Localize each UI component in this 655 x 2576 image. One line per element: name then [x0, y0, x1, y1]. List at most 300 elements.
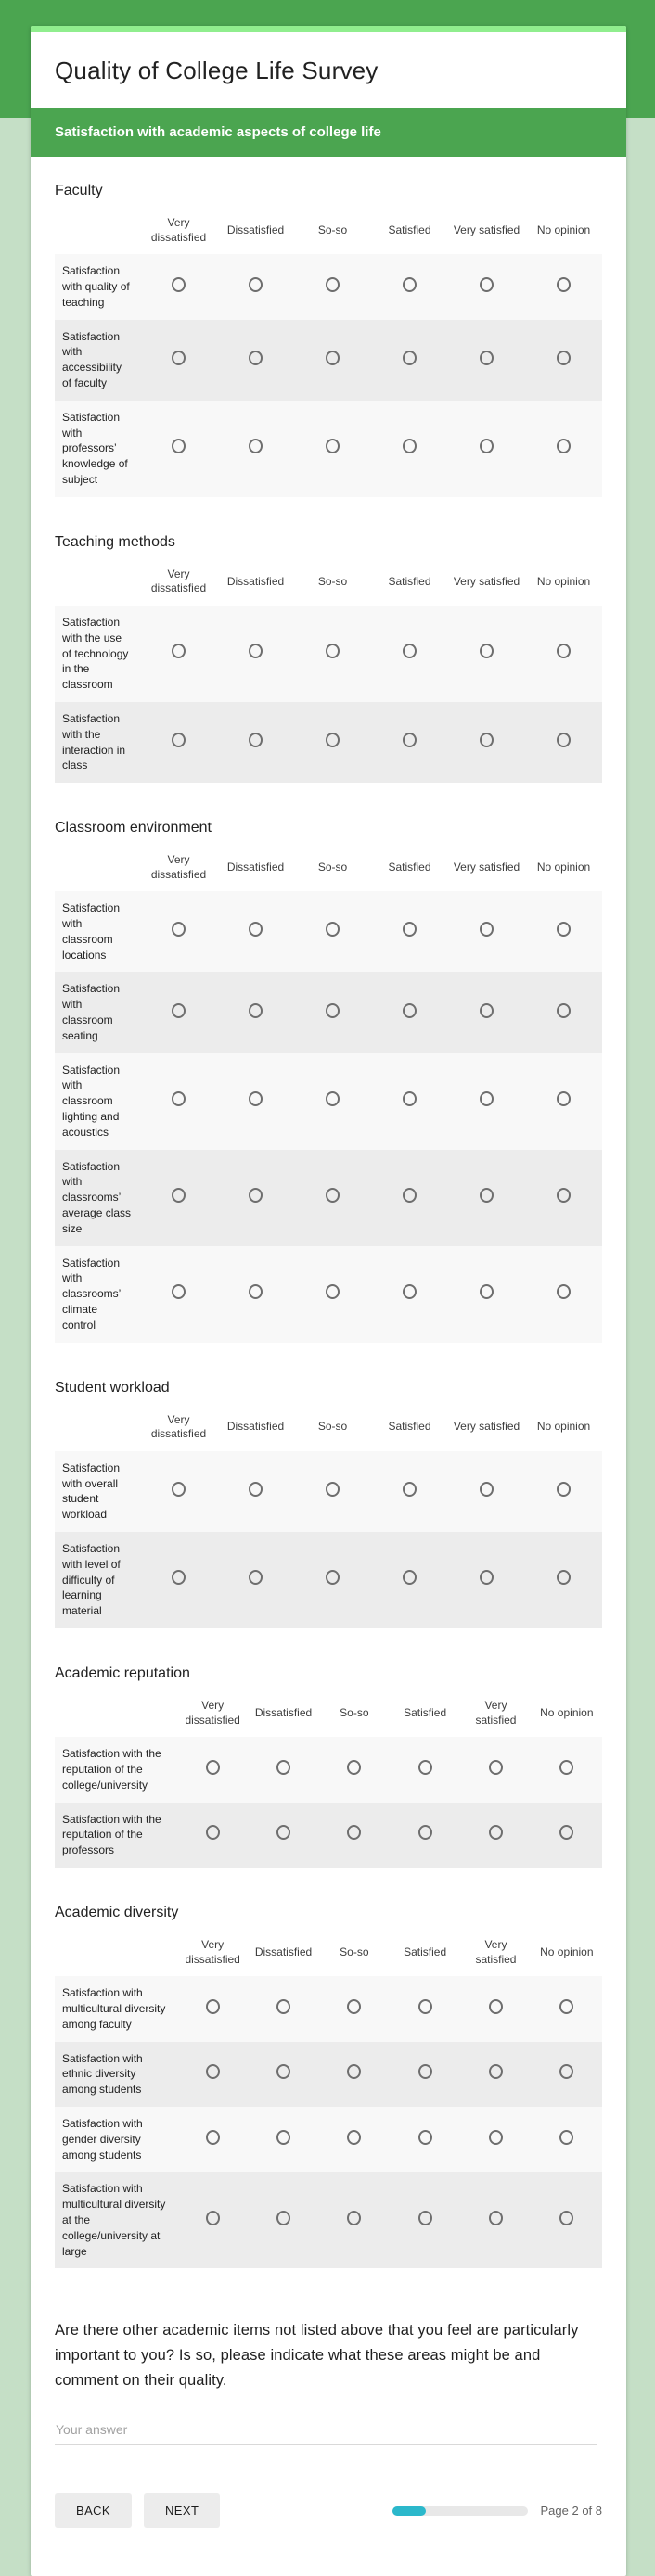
radio-no-opinion[interactable] — [559, 2211, 573, 2225]
radio-cell — [371, 1150, 448, 1246]
column-header-dissatisfied: Dissatisfied — [248, 1932, 318, 1976]
radio-very-dissatisfied[interactable] — [172, 922, 186, 937]
row-label: Satisfaction with classrooms’ average class size — [55, 1150, 140, 1246]
radio-satisfied[interactable] — [418, 2130, 432, 2145]
grid-row-satisfaction-with-ethnic-diversity-among — [55, 2042, 602, 2107]
radio-so-so[interactable] — [347, 1825, 361, 1840]
radio-cell — [371, 1246, 448, 1343]
radio-cell — [140, 320, 217, 401]
radio-satisfied[interactable] — [403, 733, 417, 747]
radio-very-satisfied[interactable] — [480, 439, 494, 453]
radio-very-satisfied[interactable] — [489, 1825, 503, 1840]
radio-so-so[interactable] — [326, 644, 340, 658]
radio-very-dissatisfied[interactable] — [206, 1760, 220, 1775]
grid-faculty — [55, 210, 602, 497]
radio-no-opinion[interactable] — [559, 2130, 573, 2145]
radio-cell — [248, 2107, 318, 2172]
row-label: Satisfaction with the interaction in class — [55, 702, 140, 783]
radio-satisfied[interactable] — [403, 1091, 417, 1106]
radio-cell — [390, 2172, 460, 2268]
radio-cell — [460, 2107, 531, 2172]
grid-row-satisfaction-with-accessibility-of-facul — [55, 320, 602, 401]
radio-cell — [217, 1532, 294, 1628]
radio-no-opinion[interactable] — [557, 1570, 571, 1585]
radio-dissatisfied[interactable] — [276, 1999, 290, 2014]
grid-teaching-methods — [55, 562, 602, 783]
grid-academic-diversity — [55, 1932, 602, 2268]
radio-so-so[interactable] — [326, 922, 340, 937]
next-button[interactable]: NEXT — [144, 2493, 220, 2528]
radio-cell — [390, 2042, 460, 2107]
radio-no-opinion[interactable] — [557, 1188, 571, 1203]
radio-cell — [460, 1737, 531, 1802]
radio-cell — [319, 2042, 390, 2107]
radio-so-so[interactable] — [326, 439, 340, 453]
radio-dissatisfied[interactable] — [249, 1570, 263, 1585]
radio-cell — [248, 2172, 318, 2268]
radio-cell — [217, 1246, 294, 1343]
grid-title-classroom-environment: Classroom environment — [55, 820, 212, 836]
grid-title-academic-diversity: Academic diversity — [55, 1904, 179, 1920]
radio-cell — [525, 1150, 602, 1246]
radio-very-dissatisfied[interactable] — [206, 2064, 220, 2079]
grid-row-satisfaction-with-the-interaction-in-cla — [55, 702, 602, 783]
column-header-very-dissatisfied: Very dissatisfied — [140, 210, 217, 254]
radio-cell — [177, 1737, 248, 1802]
back-button[interactable]: BACK — [55, 2493, 132, 2528]
radio-cell — [532, 1737, 602, 1802]
radio-cell — [217, 320, 294, 401]
radio-cell — [448, 320, 525, 401]
radio-cell — [525, 254, 602, 319]
radio-no-opinion[interactable] — [557, 277, 571, 292]
radio-so-so[interactable] — [347, 1999, 361, 2014]
radio-very-satisfied[interactable] — [480, 351, 494, 365]
radio-cell — [390, 2107, 460, 2172]
radio-cell — [217, 1150, 294, 1246]
radio-cell — [371, 606, 448, 702]
radio-very-satisfied[interactable] — [480, 644, 494, 658]
column-header-dissatisfied: Dissatisfied — [217, 562, 294, 606]
radio-very-dissatisfied[interactable] — [172, 1284, 186, 1299]
radio-very-satisfied[interactable] — [480, 733, 494, 747]
grid-row-satisfaction-with-level-of-difficulty-of — [55, 1532, 602, 1628]
radio-dissatisfied[interactable] — [249, 351, 263, 365]
column-header-no-opinion: No opinion — [532, 1693, 602, 1737]
radio-so-so[interactable] — [326, 277, 340, 292]
progress-bar-track — [392, 2506, 528, 2516]
radio-no-opinion[interactable] — [557, 1003, 571, 1018]
row-label: Satisfaction with overall student workload — [55, 1451, 140, 1532]
radio-satisfied[interactable] — [403, 351, 417, 365]
radio-satisfied[interactable] — [403, 922, 417, 937]
radio-so-so[interactable] — [347, 2130, 361, 2145]
radio-very-dissatisfied[interactable] — [172, 644, 186, 658]
radio-cell — [140, 702, 217, 783]
radio-cell — [140, 401, 217, 497]
radio-dissatisfied[interactable] — [249, 1188, 263, 1203]
radio-cell — [140, 1532, 217, 1628]
radio-satisfied[interactable] — [403, 277, 417, 292]
grid-row-satisfaction-with-classrooms-climate-con — [55, 1246, 602, 1343]
radio-cell — [448, 254, 525, 319]
radio-dissatisfied[interactable] — [249, 1091, 263, 1106]
grid-title-academic-reputation: Academic reputation — [55, 1664, 190, 1681]
radio-cell — [217, 891, 294, 972]
radio-cell — [319, 1976, 390, 2041]
radio-no-opinion[interactable] — [557, 351, 571, 365]
radio-cell — [460, 1976, 531, 2041]
column-header-satisfied: Satisfied — [371, 1408, 448, 1451]
form-card — [31, 26, 626, 2576]
open-question-text: Are there other academic items not listed above that you feel are particularly important to you? Is so, please indicate what these areas might be and comment on their quality. — [55, 2322, 579, 2389]
radio-very-dissatisfied[interactable] — [172, 1091, 186, 1106]
radio-cell — [140, 1150, 217, 1246]
radio-very-satisfied[interactable] — [480, 922, 494, 937]
grid-corner-cell — [55, 562, 140, 606]
radio-very-dissatisfied[interactable] — [172, 1188, 186, 1203]
page-indicator: Page 2 of 8 — [540, 2504, 602, 2519]
grid-row-satisfaction-with-the-reputation-of-the- — [55, 1737, 602, 1802]
radio-no-opinion[interactable] — [557, 1091, 571, 1106]
radio-very-satisfied[interactable] — [480, 1482, 494, 1497]
radio-very-satisfied[interactable] — [489, 2130, 503, 2145]
radio-cell — [294, 254, 371, 319]
radio-cell — [248, 1737, 318, 1802]
radio-satisfied[interactable] — [403, 439, 417, 453]
radio-cell — [177, 2042, 248, 2107]
radio-cell — [294, 320, 371, 401]
radio-cell — [525, 1053, 602, 1150]
grid-row-satisfaction-with-the-use-of-technology- — [55, 606, 602, 702]
grid-header-row — [55, 1408, 602, 1451]
radio-very-satisfied[interactable] — [480, 277, 494, 292]
grid-row-satisfaction-with-quality-of-teaching — [55, 254, 602, 319]
radio-cell — [448, 702, 525, 783]
row-label: Satisfaction with the use of technology in the classroom — [55, 606, 140, 702]
radio-cell — [448, 972, 525, 1052]
radio-so-so[interactable] — [347, 2211, 361, 2225]
row-label: Satisfaction with the reputation of the professors — [55, 1803, 177, 1868]
column-header-so-so: So-so — [294, 1408, 371, 1451]
column-header-very-dissatisfied: Very dissatisfied — [140, 562, 217, 606]
row-label: Satisfaction with classrooms’ climate control — [55, 1246, 140, 1343]
radio-satisfied[interactable] — [418, 2211, 432, 2225]
radio-cell — [532, 1803, 602, 1868]
radio-cell — [390, 1803, 460, 1868]
radio-cell — [525, 401, 602, 497]
radio-so-so[interactable] — [326, 1284, 340, 1299]
grid-corner-cell — [55, 1408, 140, 1451]
column-header-dissatisfied: Dissatisfied — [217, 1408, 294, 1451]
progress-area — [392, 2504, 603, 2518]
radio-cell — [525, 891, 602, 972]
grid-row-satisfaction-with-overall-student-worklo — [55, 1451, 602, 1532]
radio-cell — [319, 2107, 390, 2172]
radio-very-dissatisfied[interactable] — [206, 1825, 220, 1840]
radio-dissatisfied[interactable] — [249, 439, 263, 453]
radio-very-dissatisfied[interactable] — [172, 351, 186, 365]
radio-cell — [319, 1737, 390, 1802]
radio-so-so[interactable] — [326, 733, 340, 747]
radio-cell — [177, 2172, 248, 2268]
radio-cell — [371, 972, 448, 1052]
column-header-very-satisfied: Very satisfied — [448, 562, 525, 606]
radio-very-dissatisfied[interactable] — [172, 439, 186, 453]
row-label: Satisfaction with multicultural diversity among faculty — [55, 1976, 177, 2041]
grid-classroom-environment — [55, 848, 602, 1343]
grid-header-row — [55, 1932, 602, 1976]
radio-cell — [294, 1451, 371, 1532]
radio-cell — [294, 972, 371, 1052]
radio-no-opinion[interactable] — [557, 922, 571, 937]
radio-no-opinion[interactable] — [557, 439, 571, 453]
radio-very-dissatisfied[interactable] — [206, 2130, 220, 2145]
grid-row-satisfaction-with-classroom-seating — [55, 972, 602, 1052]
radio-cell — [448, 1053, 525, 1150]
radio-cell — [525, 1532, 602, 1628]
radio-no-opinion[interactable] — [557, 644, 571, 658]
radio-very-dissatisfied[interactable] — [172, 277, 186, 292]
column-header-satisfied: Satisfied — [371, 562, 448, 606]
radio-cell — [294, 891, 371, 972]
radio-cell — [217, 702, 294, 783]
column-header-no-opinion: No opinion — [532, 1932, 602, 1976]
row-label: Satisfaction with gender diversity among students — [55, 2107, 177, 2172]
radio-satisfied[interactable] — [403, 1482, 417, 1497]
row-label: Satisfaction with level of difficulty of learning material — [55, 1532, 140, 1628]
grid-row-satisfaction-with-gender-diversity-among — [55, 2107, 602, 2172]
radio-cell — [460, 1803, 531, 1868]
radio-cell — [390, 1737, 460, 1802]
radio-cell — [525, 606, 602, 702]
grid-header-row — [55, 1693, 602, 1737]
radio-cell — [448, 606, 525, 702]
radio-very-satisfied[interactable] — [480, 1188, 494, 1203]
radio-so-so[interactable] — [326, 351, 340, 365]
row-label: Satisfaction with classroom lighting and acoustics — [55, 1053, 140, 1150]
radio-so-so[interactable] — [326, 1188, 340, 1203]
form-title-block — [31, 32, 626, 108]
form-content — [31, 183, 626, 2528]
column-header-very-dissatisfied: Very dissatisfied — [177, 1693, 248, 1737]
radio-very-satisfied[interactable] — [489, 1999, 503, 2014]
radio-very-dissatisfied[interactable] — [172, 1003, 186, 1018]
form-footer — [55, 2493, 602, 2528]
radio-no-opinion[interactable] — [559, 1760, 573, 1775]
radio-cell — [217, 254, 294, 319]
open-answer-input[interactable] — [55, 2417, 597, 2445]
radio-very-dissatisfied[interactable] — [172, 1570, 186, 1585]
section-header-band: Satisfaction with academic aspects of college life — [31, 108, 626, 157]
row-label: Satisfaction with quality of teaching — [55, 254, 140, 319]
radio-satisfied[interactable] — [403, 644, 417, 658]
radio-cell — [140, 1246, 217, 1343]
radio-cell — [371, 1053, 448, 1150]
grid-corner-cell — [55, 210, 140, 254]
radio-dissatisfied[interactable] — [276, 1760, 290, 1775]
radio-very-satisfied[interactable] — [480, 1091, 494, 1106]
radio-cell — [371, 254, 448, 319]
radio-dissatisfied[interactable] — [276, 2064, 290, 2079]
radio-dissatisfied[interactable] — [249, 1284, 263, 1299]
grid-sections-container — [55, 183, 602, 2268]
grid-row-satisfaction-with-the-reputation-of-the- — [55, 1803, 602, 1868]
grid-title-student-workload: Student workload — [55, 1379, 170, 1396]
grid-row-satisfaction-with-professors-knowledge-o — [55, 401, 602, 497]
row-label: Satisfaction with classroom seating — [55, 972, 140, 1052]
column-header-so-so: So-so — [319, 1693, 390, 1737]
grid-row-satisfaction-with-classrooms-average-cla — [55, 1150, 602, 1246]
radio-cell — [390, 1976, 460, 2041]
column-header-so-so: So-so — [294, 848, 371, 891]
radio-very-satisfied[interactable] — [489, 1760, 503, 1775]
radio-cell — [294, 702, 371, 783]
radio-no-opinion[interactable] — [557, 733, 571, 747]
radio-so-so[interactable] — [347, 2064, 361, 2079]
radio-satisfied[interactable] — [418, 1760, 432, 1775]
radio-dissatisfied[interactable] — [276, 1825, 290, 1840]
card-accent-strip — [31, 26, 626, 32]
grid-row-satisfaction-with-multicultural-diversit — [55, 2172, 602, 2268]
radio-cell — [532, 2042, 602, 2107]
radio-cell — [371, 702, 448, 783]
progress-bar-fill — [392, 2506, 427, 2516]
radio-dissatisfied[interactable] — [249, 644, 263, 658]
radio-dissatisfied[interactable] — [249, 277, 263, 292]
column-header-no-opinion: No opinion — [525, 848, 602, 891]
radio-cell — [294, 401, 371, 497]
radio-cell — [248, 1803, 318, 1868]
grid-title-teaching-methods: Teaching methods — [55, 533, 175, 550]
grid-header-row — [55, 210, 602, 254]
column-header-very-satisfied: Very satisfied — [460, 1932, 531, 1976]
column-header-very-satisfied: Very satisfied — [448, 210, 525, 254]
radio-very-dissatisfied[interactable] — [172, 733, 186, 747]
column-header-satisfied: Satisfied — [390, 1693, 460, 1737]
radio-cell — [371, 320, 448, 401]
radio-very-satisfied[interactable] — [489, 2211, 503, 2225]
radio-cell — [140, 254, 217, 319]
radio-cell — [248, 2042, 318, 2107]
grid-title-faculty: Faculty — [55, 183, 103, 198]
grid-row-satisfaction-with-classroom-locations — [55, 891, 602, 972]
column-header-no-opinion: No opinion — [525, 210, 602, 254]
radio-so-so[interactable] — [326, 1570, 340, 1585]
radio-cell — [448, 891, 525, 972]
radio-cell — [177, 2107, 248, 2172]
radio-satisfied[interactable] — [418, 1825, 432, 1840]
radio-dissatisfied[interactable] — [276, 2130, 290, 2145]
radio-so-so[interactable] — [326, 1482, 340, 1497]
radio-dissatisfied[interactable] — [276, 2211, 290, 2225]
column-header-so-so: So-so — [294, 562, 371, 606]
column-header-satisfied: Satisfied — [371, 210, 448, 254]
radio-satisfied[interactable] — [418, 2064, 432, 2079]
radio-cell — [217, 972, 294, 1052]
radio-no-opinion[interactable] — [559, 1999, 573, 2014]
radio-satisfied[interactable] — [403, 1570, 417, 1585]
radio-so-so[interactable] — [347, 1760, 361, 1775]
grid-student-workload — [55, 1408, 602, 1628]
column-header-so-so: So-so — [294, 210, 371, 254]
radio-very-dissatisfied[interactable] — [206, 2211, 220, 2225]
column-header-very-dissatisfied: Very dissatisfied — [140, 1408, 217, 1451]
radio-cell — [217, 401, 294, 497]
column-header-very-satisfied: Very satisfied — [448, 848, 525, 891]
radio-cell — [140, 1053, 217, 1150]
radio-cell — [525, 972, 602, 1052]
radio-cell — [294, 1246, 371, 1343]
radio-dissatisfied[interactable] — [249, 922, 263, 937]
grid-row-satisfaction-with-classroom-lighting-and — [55, 1053, 602, 1150]
radio-very-satisfied[interactable] — [489, 2064, 503, 2079]
column-header-dissatisfied: Dissatisfied — [217, 210, 294, 254]
radio-cell — [319, 1803, 390, 1868]
radio-very-dissatisfied[interactable] — [172, 1482, 186, 1497]
radio-cell — [532, 2172, 602, 2268]
radio-cell — [140, 891, 217, 972]
grid-header-row — [55, 562, 602, 606]
row-label: Satisfaction with professors’ knowledge of subject — [55, 401, 140, 497]
radio-so-so[interactable] — [326, 1003, 340, 1018]
radio-very-dissatisfied[interactable] — [206, 1999, 220, 2014]
radio-satisfied[interactable] — [403, 1003, 417, 1018]
row-label: Satisfaction with accessibility of faculty — [55, 320, 140, 401]
radio-cell — [140, 1451, 217, 1532]
radio-cell — [294, 1053, 371, 1150]
radio-dissatisfied[interactable] — [249, 733, 263, 747]
radio-cell — [319, 2172, 390, 2268]
grid-corner-cell — [55, 1932, 177, 1976]
radio-satisfied[interactable] — [403, 1188, 417, 1203]
column-header-so-so: So-so — [319, 1932, 390, 1976]
column-header-dissatisfied: Dissatisfied — [217, 848, 294, 891]
radio-very-satisfied[interactable] — [480, 1284, 494, 1299]
radio-very-satisfied[interactable] — [480, 1570, 494, 1585]
radio-dissatisfied[interactable] — [249, 1482, 263, 1497]
grid-row-satisfaction-with-multicultural-diversit — [55, 1976, 602, 2041]
radio-satisfied[interactable] — [418, 1999, 432, 2014]
column-header-very-satisfied: Very satisfied — [448, 1408, 525, 1451]
grid-corner-cell — [55, 848, 140, 891]
radio-satisfied[interactable] — [403, 1284, 417, 1299]
row-label: Satisfaction with multicultural diversity at the college/university at large — [55, 2172, 177, 2268]
radio-so-so[interactable] — [326, 1091, 340, 1106]
radio-cell — [460, 2172, 531, 2268]
radio-cell — [532, 1976, 602, 2041]
radio-cell — [448, 1246, 525, 1343]
radio-no-opinion[interactable] — [557, 1284, 571, 1299]
radio-cell — [532, 2107, 602, 2172]
column-header-very-dissatisfied: Very dissatisfied — [140, 848, 217, 891]
row-label: Satisfaction with ethnic diversity among students — [55, 2042, 177, 2107]
radio-no-opinion[interactable] — [559, 2064, 573, 2079]
radio-dissatisfied[interactable] — [249, 1003, 263, 1018]
radio-cell — [371, 401, 448, 497]
radio-cell — [525, 320, 602, 401]
radio-cell — [217, 1451, 294, 1532]
radio-cell — [294, 1150, 371, 1246]
radio-cell — [448, 1451, 525, 1532]
radio-cell — [525, 1451, 602, 1532]
column-header-satisfied: Satisfied — [371, 848, 448, 891]
column-header-no-opinion: No opinion — [525, 562, 602, 606]
radio-no-opinion[interactable] — [557, 1482, 571, 1497]
radio-very-satisfied[interactable] — [480, 1003, 494, 1018]
radio-no-opinion[interactable] — [559, 1825, 573, 1840]
grid-corner-cell — [55, 1693, 177, 1737]
